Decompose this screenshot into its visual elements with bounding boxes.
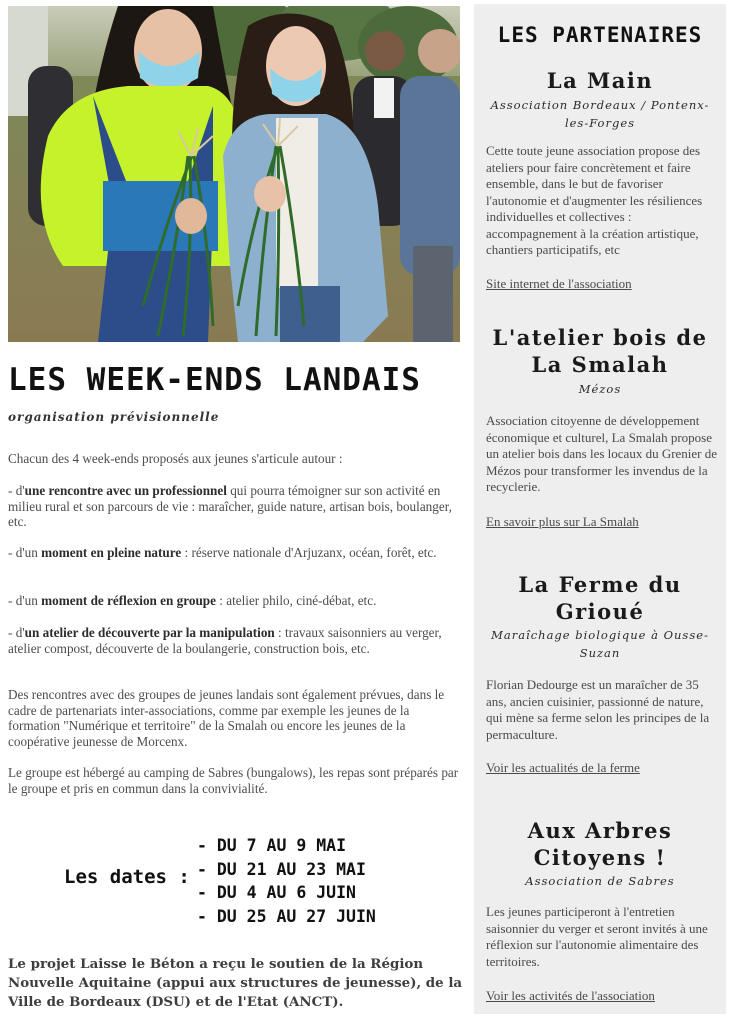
partner-link-ferme-grioue[interactable]: Voir les actualités de la ferme bbox=[486, 760, 640, 775]
partner-subtitle-arbres-citoyens: Association de Sabres bbox=[525, 874, 675, 888]
hero-photo bbox=[8, 6, 460, 342]
partner-name-smalah: L'atelier bois de La Smalah bbox=[492, 325, 708, 377]
partners-sidebar bbox=[474, 4, 726, 1014]
partner-subtitle-la-main: Association Bordeaux / Pontenx-les-Forges bbox=[490, 98, 710, 130]
partner-subtitle-smalah: Mézos bbox=[578, 382, 622, 396]
partner-name-arbres-citoyens: Aux Arbres Citoyens ! bbox=[527, 818, 673, 870]
partner-link-la-main[interactable]: Site internet de l'association bbox=[486, 276, 632, 291]
hebergement-paragraph: Le groupe est hébergé au camping de Sabres (bungalows), les repas sont préparés par le groupe et pris en commun dans la convivialité. bbox=[8, 765, 459, 796]
activity-item-reflection: - d'un moment de réflexion en groupe : atelier philo, ciné-débat, etc. bbox=[8, 593, 377, 608]
page-subtitle: organisation prévisionnelle bbox=[8, 410, 220, 424]
partner-description-ferme-grioue: Florian Dedourge est un maraîcher de 35 ans, ancien cuisinier, passionné de nature, qui mène sa ferme selon les principes de la permaculture. bbox=[486, 677, 710, 742]
page-title: LES WEEK-ENDS LANDAIS bbox=[8, 362, 421, 398]
partner-link-arbres-citoyens[interactable]: Voir les activités de l'association bbox=[486, 988, 655, 1003]
rencontres-paragraph: Des rencontres avec des groupes de jeunes landais sont également prévues, dans le cadre de partenariats inter-associations, comme par exemple les jeunes de la formation "Numérique et territoire" de la Smalah ou encore les jeunes de la coopérative jeunesse de Morcenx. bbox=[8, 687, 445, 749]
partner-name-la-main: La Main bbox=[546, 68, 654, 93]
date-item: - DU 21 AU 23 MAI bbox=[197, 859, 366, 879]
partner-description-arbres-citoyens: Les jeunes participeront à l'entretien saisonnier du verger et seront invités à une réflexion sur l'autonomie alimentaire des territoires. bbox=[486, 904, 708, 969]
partner-description-la-main: Cette toute jeune association propose des ateliers pour faire concrètement et faire ensemble, dans le but de favoriser l'autonomie et d'augmenter les résiliences individuelles et collectives : accompagnement à la création artistique, chantiers participatifs, etc bbox=[486, 143, 703, 257]
activity-item-nature: - d'un moment en pleine nature : réserve nationale d'Arjuzanx, océan, forêt, etc. bbox=[8, 545, 437, 560]
partners-heading: LES PARTENAIRES bbox=[497, 23, 703, 47]
activity-item-workshop: - d'un atelier de découverte par la manipulation : travaux saisonniers au verger, atelier compost, découverte de la boulangerie, construction bois, etc. bbox=[8, 625, 442, 656]
support-statement: Le projet Laisse le Béton a reçu le soutien de la Région Nouvelle Aquitaine (appui aux structures de jeunesse), de la Ville de Bordeaux (DSU) et de l'Etat (ANCT). bbox=[8, 956, 463, 1010]
partner-description-smalah: Association citoyenne de développement économique et culturel, La Smalah propose un atelier bois dans les locaux du Grenier de Mézos pour transformer les invendus de la recyclerie. bbox=[486, 413, 718, 494]
young-people-with-plants-photo bbox=[8, 6, 460, 342]
date-item: - DU 25 AU 27 JUIN bbox=[197, 906, 376, 926]
partner-name-ferme-grioue: La Ferme du Grioué bbox=[518, 572, 682, 624]
partner-link-smalah[interactable]: En savoir plus sur La Smalah bbox=[486, 514, 639, 529]
dates-label: Les dates : bbox=[64, 866, 190, 888]
dates-list bbox=[197, 834, 376, 928]
date-item: - DU 7 AU 9 MAI bbox=[197, 836, 347, 855]
intro-paragraph: Chacun des 4 week-ends proposés aux jeunes s'articule autour : bbox=[8, 451, 343, 466]
activity-item-professional: - d'une rencontre avec un professionnel qui pourra témoigner sur son activité en milieu rural et son parcours de vie : maraîcher, guide nature, artisan bois, boulanger, etc. bbox=[8, 483, 452, 529]
partner-subtitle-ferme-grioue: Maraîchage biologique à Ousse-Suzan bbox=[491, 628, 709, 660]
date-item: - DU 4 AU 6 JUIN bbox=[197, 883, 356, 902]
